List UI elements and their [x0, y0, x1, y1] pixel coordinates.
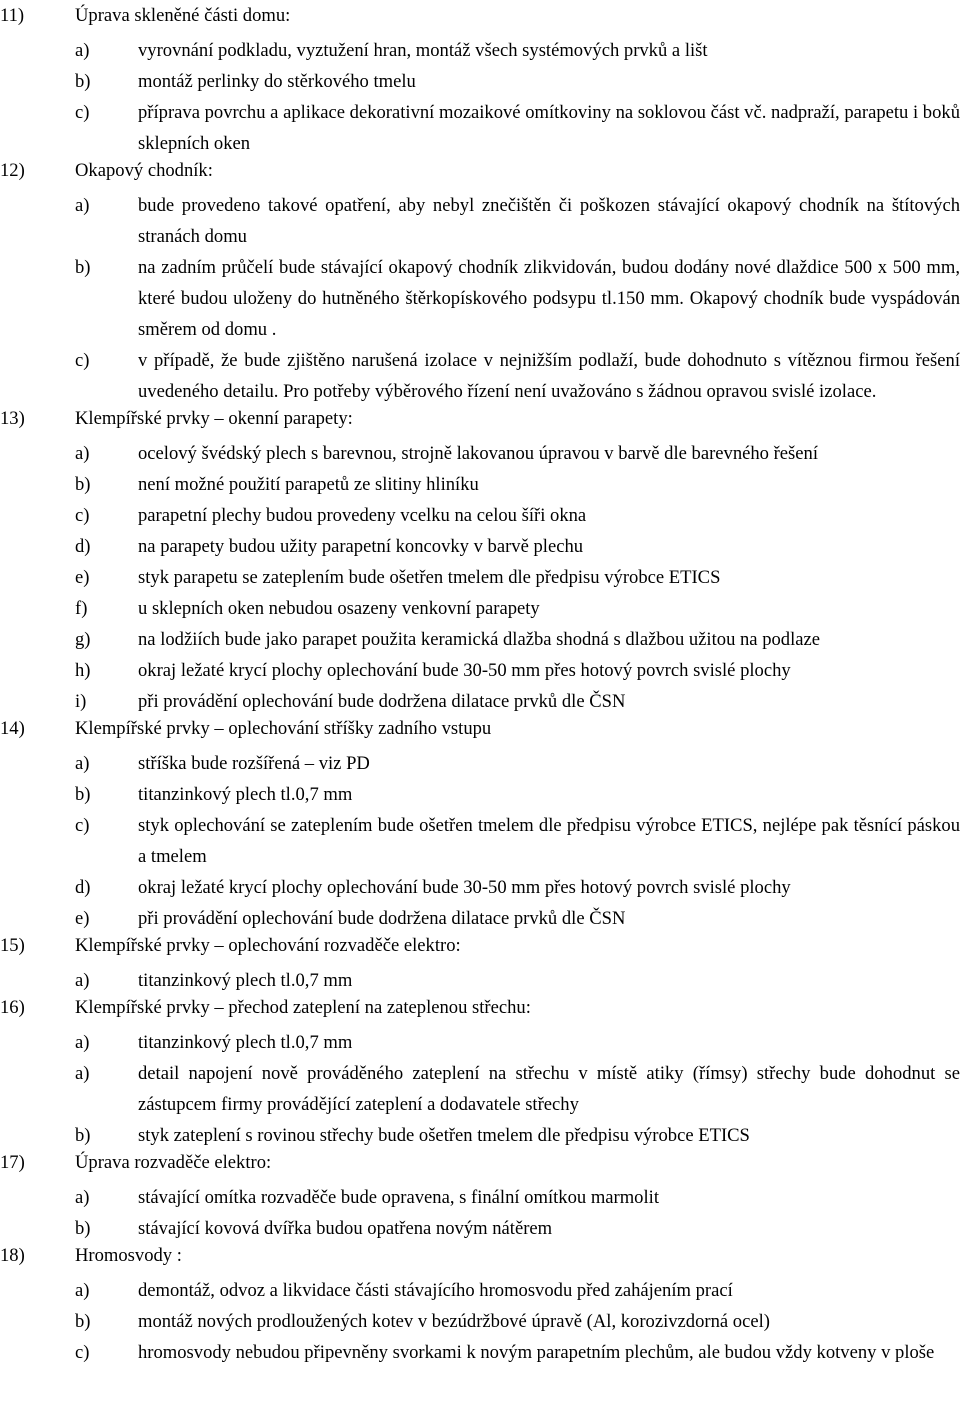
section-heading: [0, 996, 960, 1027]
list-item: [75, 903, 960, 934]
list-item-text: stávající kovová dvířka budou opatřena novým nátěrem: [138, 1218, 553, 1239]
list-item-text: ocelový švédský plech s barevnou, strojně lakovanou úpravou v barvě dle barevného řešení: [138, 443, 819, 464]
list-item-text: u sklepních oken nebudou osazeny venkovní parapety: [138, 598, 540, 619]
list-item-letter: b): [75, 474, 91, 495]
list-item-letter: a): [75, 1063, 90, 1084]
section-title: Okapový chodník:: [75, 160, 213, 181]
section-number: 11): [0, 5, 25, 26]
list-item: [75, 438, 960, 469]
section-title: Klempířské prvky – přechod zateplení na zateplenou střechu:: [75, 997, 531, 1018]
list-item-text: demontáž, odvoz a likvidace části stávajícího hromosvodu před zahájením prací: [138, 1280, 733, 1301]
list-item-text: příprava povrchu a aplikace dekorativní mozaikové omítkoviny na soklovou část vč. nadpraží, parapetu i boků sklepních oken: [138, 102, 960, 154]
list-item: [75, 469, 960, 500]
list-item-text: montáž nových prodloužených kotev v bezúdržbové úpravě (Al, korozivzdorná ocel): [138, 1311, 770, 1332]
section-title: Klempířské prvky – okenní parapety:: [75, 408, 353, 429]
list-item-text: na parapety budou užity parapetní koncovky v barvě plechu: [138, 536, 584, 557]
list-item-letter: a): [75, 1187, 90, 1208]
list-item: [75, 1120, 960, 1151]
section-heading: [0, 934, 960, 965]
list-item-letter: f): [75, 598, 88, 619]
list-item-letter: c): [75, 1342, 90, 1363]
section-heading: [0, 4, 960, 35]
section-number: 14): [0, 718, 25, 739]
list-item-letter: a): [75, 40, 90, 61]
list-item: [75, 593, 960, 624]
list-item: [75, 66, 960, 97]
list-item-letter: c): [75, 815, 90, 836]
list-item: [75, 1058, 960, 1120]
list-item-letter: d): [75, 877, 91, 898]
list-item-letter: b): [75, 71, 91, 92]
section-title: Úprava skleněné části domu:: [75, 5, 291, 26]
list-item: [75, 1213, 960, 1244]
section-title: Hromosvody :: [75, 1245, 182, 1266]
list-item-text: montáž perlinky do stěrkového tmelu: [138, 71, 416, 92]
list-item: [75, 748, 960, 779]
list-item-text: stříška bude rozšířená – viz PD: [138, 753, 370, 774]
list-item-text: okraj ležaté krycí plochy oplechování bude 30-50 mm přes hotový povrch svislé plochy: [138, 660, 791, 681]
section-number: 18): [0, 1245, 25, 1266]
list-item-letter: e): [75, 908, 90, 929]
list-item-letter: c): [75, 505, 90, 526]
list-item-text: hromosvody nebudou připevněny svorkami k novým parapetním plechům, ale budou vždy kotveny v ploše: [138, 1342, 935, 1363]
list-item: [75, 686, 960, 717]
list-item-text: styk parapetu se zateplením bude ošetřen tmelem dle předpisu výrobce ETICS: [138, 567, 721, 588]
list-item: [75, 1337, 960, 1368]
list-item-letter: a): [75, 443, 90, 464]
list-item-text: titanzinkový plech tl.0,7 mm: [138, 784, 353, 805]
list-item-text: stávající omítka rozvaděče bude opravena, s finální omítkou marmolit: [138, 1187, 659, 1208]
list-item: [75, 965, 960, 996]
list-item-text: v případě, že bude zjištěno narušená izolace v nejnižším podlaží, bude dohodnuto s vítěznou firmou řešení uvedeného detailu. Pro potřeby výběrového řízení není uvažováno s žádnou opravou svislé izolace.: [138, 350, 960, 402]
list-item-letter: a): [75, 195, 90, 216]
list-item: [75, 1275, 960, 1306]
list-item: [75, 872, 960, 903]
list-item-text: titanzinkový plech tl.0,7 mm: [138, 970, 353, 991]
section-number: 17): [0, 1152, 25, 1173]
list-item-text: vyrovnání podkladu, vyztužení hran, montáž všech systémových prvků a lišt: [138, 40, 708, 61]
list-item-letter: d): [75, 536, 91, 557]
list-item-letter: i): [75, 691, 87, 712]
list-item-letter: a): [75, 970, 90, 991]
list-item-text: při provádění oplechování bude dodržena dilatace prvků dle ČSN: [138, 908, 626, 929]
list-item: [75, 345, 960, 407]
list-item-text: na zadním průčelí bude stávající okapový chodník zlikvidován, budou dodány nové dlaždice 500 x 500 mm, které budou uloženy do hutněného štěrkopískového podsypu tl.150 mm. Okapový chodník bude vyspádován směrem od domu .: [138, 257, 960, 340]
list-item: [75, 562, 960, 593]
list-item-letter: h): [75, 660, 91, 681]
list-item-text: detail napojení nově prováděného zateplení na střechu v místě atiky (římsy) střechy bude dohodnut se zástupcem firmy provádějící zateplení a dodavatele střechy: [138, 1063, 960, 1115]
list-item-letter: a): [75, 1280, 90, 1301]
section-heading: [0, 407, 960, 438]
list-item: [75, 1027, 960, 1058]
list-item: [75, 624, 960, 655]
list-item-letter: e): [75, 567, 90, 588]
section-number: 16): [0, 997, 25, 1018]
section-title: Klempířské prvky – oplechování stříšky zadního vstupu: [75, 718, 492, 739]
list-item-text: titanzinkový plech tl.0,7 mm: [138, 1032, 353, 1053]
list-item: [75, 655, 960, 686]
list-item-letter: b): [75, 1311, 91, 1332]
section-title: Úprava rozvaděče elektro:: [75, 1152, 272, 1173]
section-heading: [0, 1244, 960, 1275]
list-item: [75, 1182, 960, 1213]
section-heading: [0, 1151, 960, 1182]
section-number: 15): [0, 935, 25, 956]
section-title: Klempířské prvky – oplechování rozvaděče elektro:: [75, 935, 461, 956]
list-item-letter: a): [75, 753, 90, 774]
list-item-text: při provádění oplechování bude dodržena dilatace prvků dle ČSN: [138, 691, 626, 712]
list-item: [75, 810, 960, 872]
section-heading: [0, 159, 960, 190]
list-item: [75, 1306, 960, 1337]
section-number: 12): [0, 160, 25, 181]
document-body: [0, 4, 960, 1368]
list-item-letter: b): [75, 784, 91, 805]
list-item: [75, 500, 960, 531]
list-item: [75, 97, 960, 159]
list-item: [75, 190, 960, 252]
list-item-letter: g): [75, 629, 91, 650]
list-item: [75, 35, 960, 66]
list-item-letter: b): [75, 1218, 91, 1239]
section-heading: [0, 717, 960, 748]
list-item-text: styk zateplení s rovinou střechy bude ošetřen tmelem dle předpisu výrobce ETICS: [138, 1125, 750, 1146]
section-number: 13): [0, 408, 25, 429]
list-item-letter: a): [75, 1032, 90, 1053]
list-item-letter: c): [75, 350, 90, 371]
list-item-text: styk oplechování se zateplením bude ošetřen tmelem dle předpisu výrobce ETICS, nejlépe pak těsnící páskou a tmelem: [138, 815, 960, 867]
list-item: [75, 779, 960, 810]
list-item-letter: b): [75, 257, 91, 278]
list-item: [75, 252, 960, 345]
list-item-text: okraj ležaté krycí plochy oplechování bude 30-50 mm přes hotový povrch svislé plochy: [138, 877, 791, 898]
list-item-text: na lodžiích bude jako parapet použita keramická dlažba shodná s dlažbou užitou na podlaze: [138, 629, 821, 650]
list-item-letter: c): [75, 102, 90, 123]
list-item-text: bude provedeno takové opatření, aby nebyl znečištěn či poškozen stávající okapový chodník na štítových stranách domu: [138, 195, 960, 247]
list-item-letter: b): [75, 1125, 91, 1146]
list-item: [75, 531, 960, 562]
list-item-text: parapetní plechy budou provedeny vcelku na celou šíři okna: [138, 505, 587, 526]
list-item-text: není možné použití parapetů ze slitiny hliníku: [138, 474, 479, 495]
